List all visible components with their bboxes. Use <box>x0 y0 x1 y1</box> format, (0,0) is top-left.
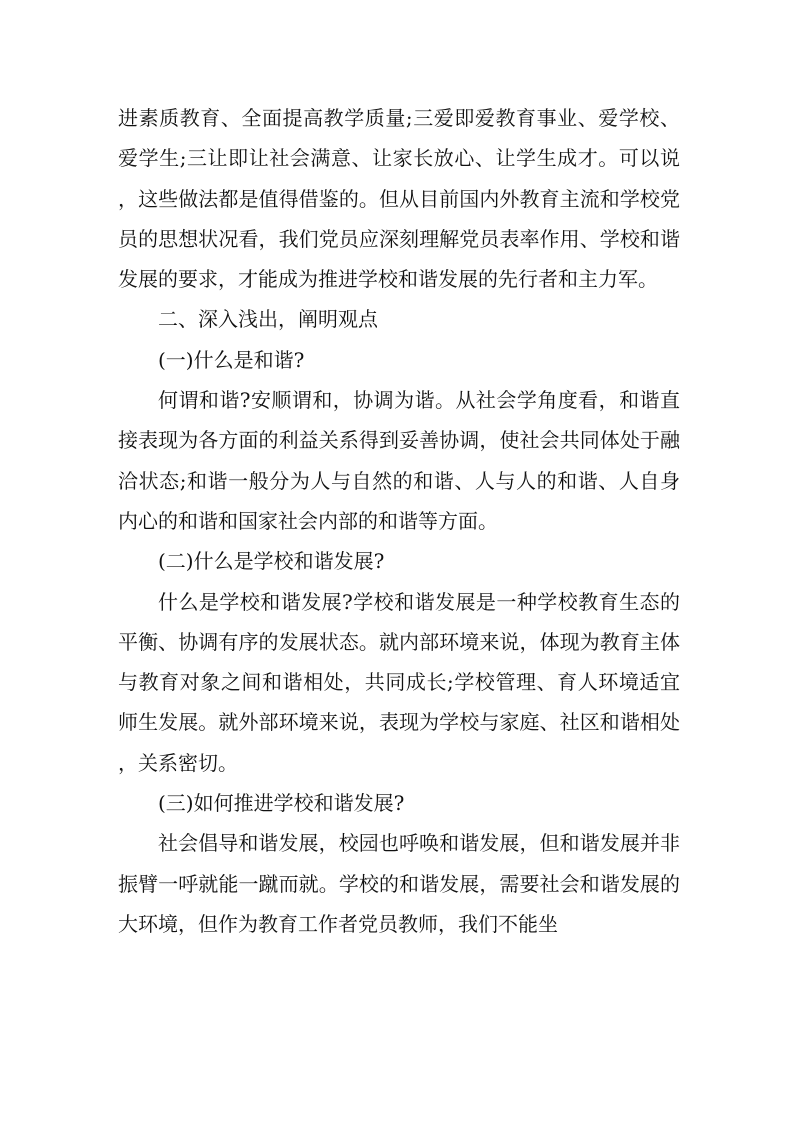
paragraph-harmony-definition: 何谓和谐?安顺谓和，协调为谐。从社会学角度看，和谐直接表现为各方面的利益关系得到妥善协调，使社会共同体处于融洽状态;和谐一般分为人与自然的和谐、人与人的和谐、人自身内心的和谐和国家社会内部的和谐等方面。 <box>118 388 680 533</box>
paragraph-promotion-discussion: 社会倡导和谐发展，校园也呼唤和谐发展，但和谐发展并非振臂一呼就能一蹴而就。学校的和谐发展，需要社会和谐发展的大环境，但作为教育工作者党员教师，我们不能坐 <box>118 831 680 936</box>
section-heading-two: 二、深入浅出，阐明观点 <box>158 307 378 332</box>
subheading-how-to-promote: (三)如何推进学校和谐发展? <box>158 791 405 816</box>
paragraph-school-development-definition: 什么是学校和谐发展?学校和谐发展是一种学校教育生态的平衡、协调有序的发展状态。就内部环境来说，体现为教育主体与教育对象之间和谐相处，共同成长;学校管理、育人环境适宜师生发展。就外部环境来说，表现为学校与家庭、社区和谐相处，关系密切。 <box>118 589 680 775</box>
subheading-what-is-harmony: (一)什么是和谐? <box>158 347 305 372</box>
subheading-school-harmonious-development: (二)什么是学校和谐发展? <box>158 549 385 574</box>
paragraph-intro-continuation: 进素质教育、全面提高教学质量;三爱即爱教育事业、爱学校、爱学生;三让即让社会满意、让家长放心、让学生成才。可以说，这些做法都是值得借鉴的。但从目前国内外教育主流和学校党员的思想状况看，我们党员应深刻理解党员表率作用、学校和谐发展的要求，才能成为推进学校和谐发展的先行者和主力军。 <box>118 106 680 292</box>
document-body <box>118 98 680 944</box>
